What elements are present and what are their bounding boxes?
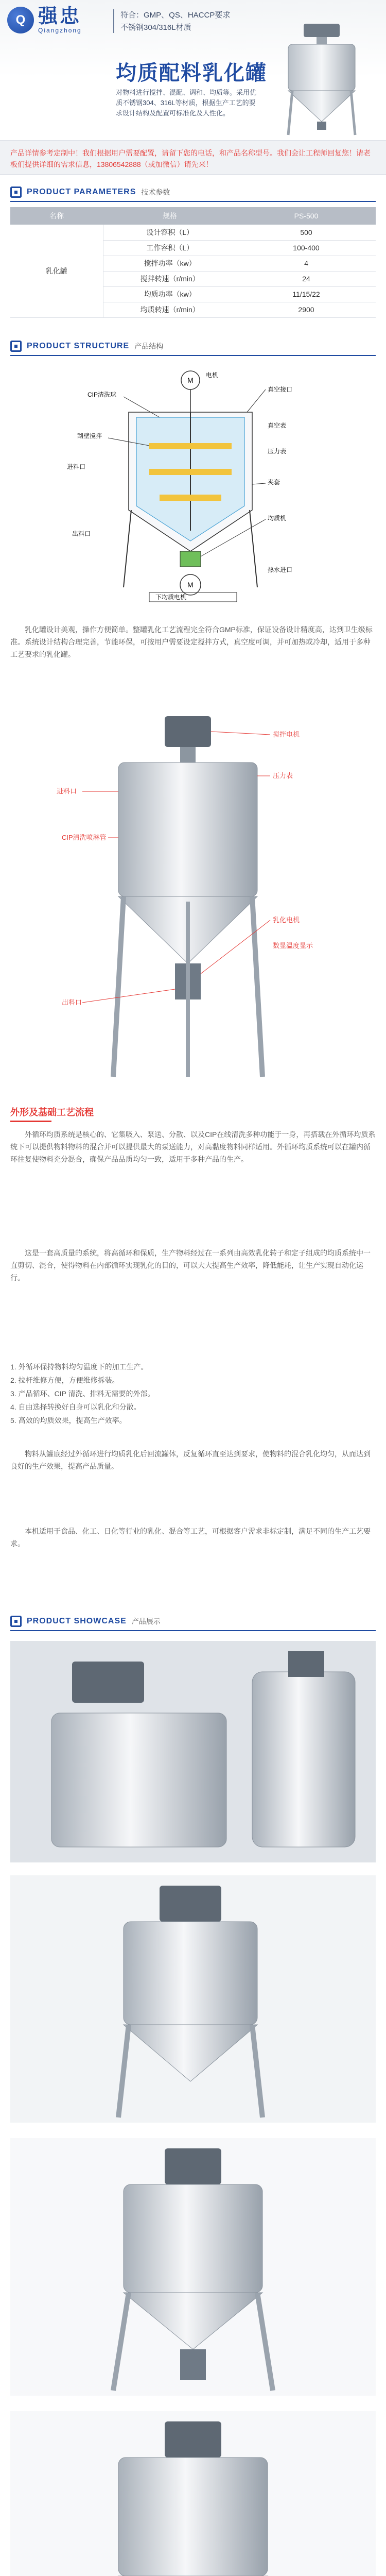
svg-text:M: M xyxy=(187,376,194,384)
showcase-photo-1 xyxy=(10,1641,376,1862)
col-name-header: 名称 xyxy=(10,207,103,225)
params-section-en: PRODUCT PARAMETERS xyxy=(27,188,136,196)
photo-label-pressure: 压力表 xyxy=(273,772,293,779)
params-table xyxy=(10,207,376,318)
param-name: 设计容积（L） xyxy=(103,225,237,240)
hero-tank-image xyxy=(268,21,376,139)
section-square-icon xyxy=(10,187,22,198)
section-square-icon xyxy=(10,1616,22,1627)
photo-label-cip: CIP清洗喷淋管 xyxy=(62,834,107,841)
description-1: 乳化罐设计美观，操作方便简单。整罐乳化工艺流程完全符合GMP标准，保证设备设计精度高，达到卫生级标准。系统设计结构合理完善，节能环保，可按用户需要设定搅拌方式，真空度可调，并可加热或冷却，适用于多种工艺要求的乳化罐。 xyxy=(10,625,373,658)
label-homogenizer: 均质机 xyxy=(268,515,287,522)
logo-mark-icon: Q xyxy=(7,7,34,33)
brand-logo xyxy=(7,6,82,34)
param-value: 4 xyxy=(237,256,376,271)
process-list xyxy=(10,1360,376,1427)
cert-line-1: 符合：GMP、QS、HACCP要求 xyxy=(120,11,231,20)
list-item: 5. 高效的均质效果，提高生产效率。 xyxy=(10,1416,127,1425)
label-scraper: 刮壁搅拌 xyxy=(77,432,102,439)
photo-label-emulsify: 乳化电机 xyxy=(273,916,300,924)
label-pressure: 压力表 xyxy=(268,448,287,455)
label-vacuum-port: 真空接口 xyxy=(268,386,293,393)
photo-label-level: 数显温度显示 xyxy=(273,942,313,950)
param-value: 100-400 xyxy=(237,240,376,256)
params-section-header xyxy=(10,183,376,202)
label-motor-top: 电机 xyxy=(206,371,219,379)
label-cip: CIP清洗球 xyxy=(87,391,117,398)
showcase-section-en: PRODUCT SHOWCASE xyxy=(27,1617,127,1625)
param-value: 24 xyxy=(237,271,376,286)
process-text-2: 这是一套高质量的系统，将高循环和保质，生产物料经过在一系列由高效乳化转子和定子组成的均质系统中一直剪切、混合，使得物料在内部循环实现乳化的目的，可以大大提高生产效率，降低能耗，让生产实现自动化运行。 xyxy=(10,1249,371,1282)
photo-label-outlet: 出料口 xyxy=(62,998,82,1006)
param-value: 500 xyxy=(237,225,376,240)
label-motor-bottom: 下均质电机 xyxy=(155,594,187,601)
label-hot-in: 热水进口 xyxy=(268,566,293,573)
showcase-section-cn: 产品展示 xyxy=(131,1617,161,1625)
col-value-header: PS-500 xyxy=(237,207,376,225)
logo-en: Qiangzhong xyxy=(38,27,82,34)
list-item: 3. 产品循环、CIP 清洗、排料无需要的外部。 xyxy=(10,1389,155,1398)
table-row xyxy=(10,225,376,240)
param-value: 11/15/22 xyxy=(237,286,376,302)
params-section-cn: 技术参数 xyxy=(141,188,170,196)
structure-diagram xyxy=(41,366,350,603)
col-model-header: 规格 xyxy=(103,207,237,225)
params-header-row xyxy=(10,207,376,225)
list-item: 4. 自由选择转换好自身可以乳化和分散。 xyxy=(10,1403,141,1411)
label-vacuum-gauge: 真空表 xyxy=(268,422,287,429)
label-discharge: 出料口 xyxy=(72,530,91,537)
param-value: 2900 xyxy=(237,302,376,317)
param-name: 均质转速（r/min） xyxy=(103,302,237,317)
structure-section-en: PRODUCT STRUCTURE xyxy=(27,342,130,350)
photo-label-motor: 搅拌电机 xyxy=(273,731,300,738)
process-text-4: 本机适用于食品、化工、日化等行业的乳化、混合等工艺，可根据客户需求非标定制，满足不同的生产工艺要求。 xyxy=(10,1527,371,1548)
showcase-photo-4 xyxy=(10,2411,376,2576)
param-name: 工作容积（L） xyxy=(103,240,237,256)
structure-section-header xyxy=(10,337,376,356)
labeled-tank-photo xyxy=(57,716,324,1087)
label-jacket: 夹套 xyxy=(268,479,280,486)
category-cell: 乳化罐 xyxy=(10,225,103,317)
list-item: 2. 拉杆维修方便，方便维修拆装。 xyxy=(10,1376,119,1384)
showcase-photo-2 xyxy=(10,1875,376,2123)
process-title: 外形及基础工艺流程 xyxy=(10,1105,94,1122)
process-text-1: 外循环均质系统是核心的、它集吸入、泵送、分散、以及CIP在线清洗多种功能于一身，再搭载在外循环均质系统下可以提供物料物料的混合并可以提供最大的泵送能力，对高黏度物料同样适用。外循环均质系统可以在罐内循环往复使物料充分混合，确保产品品质均匀一致，适用于多种产品的生产。 xyxy=(10,1130,376,1163)
intro-text: 对物料进行搅拌、混配、调和、均质等。采用优质不锈钢304、316L等材质，根据生产工艺的要求设计结构及配置可标准化及人性化。 xyxy=(116,89,257,117)
page-title: 均质配料乳化罐 xyxy=(116,62,267,84)
header-divider xyxy=(113,9,114,33)
param-name: 搅拌功率（kw） xyxy=(103,256,237,271)
svg-text:M: M xyxy=(187,581,194,589)
logo-cn: 强忠 xyxy=(38,6,82,27)
notice-bar: 产品详情参考定制中！我们根据用户需要配置，请留下您的电话，和产品名称型号。我们会让工程师回复您！请老板们提供详细的需求信息，13806542888（或加微信）请先来！ xyxy=(0,140,386,175)
process-text-3: 物料从罐底经过外循环进行均质乳化后回流罐体，反复循环直至达到要求，使物料的混合乳化均匀，从而达到良好的生产效果，提高产品质量。 xyxy=(10,1450,371,1470)
param-name: 均质功率（kw） xyxy=(103,286,237,302)
list-item: 1. 外循环保持物料均匀温度下的加工生产。 xyxy=(10,1363,148,1371)
showcase-section-header xyxy=(10,1613,376,1631)
param-name: 搅拌转速（r/min） xyxy=(103,271,237,286)
photo-label-feed: 进料口 xyxy=(57,787,77,795)
section-square-icon xyxy=(10,341,22,352)
header xyxy=(0,0,386,129)
label-feed: 进料口 xyxy=(67,463,86,470)
cert-line-2: 不锈钢304/316L材质 xyxy=(120,23,191,32)
structure-section-cn: 产品结构 xyxy=(134,342,164,350)
showcase-photo-3 xyxy=(10,2138,376,2396)
cert-lines xyxy=(120,9,230,34)
